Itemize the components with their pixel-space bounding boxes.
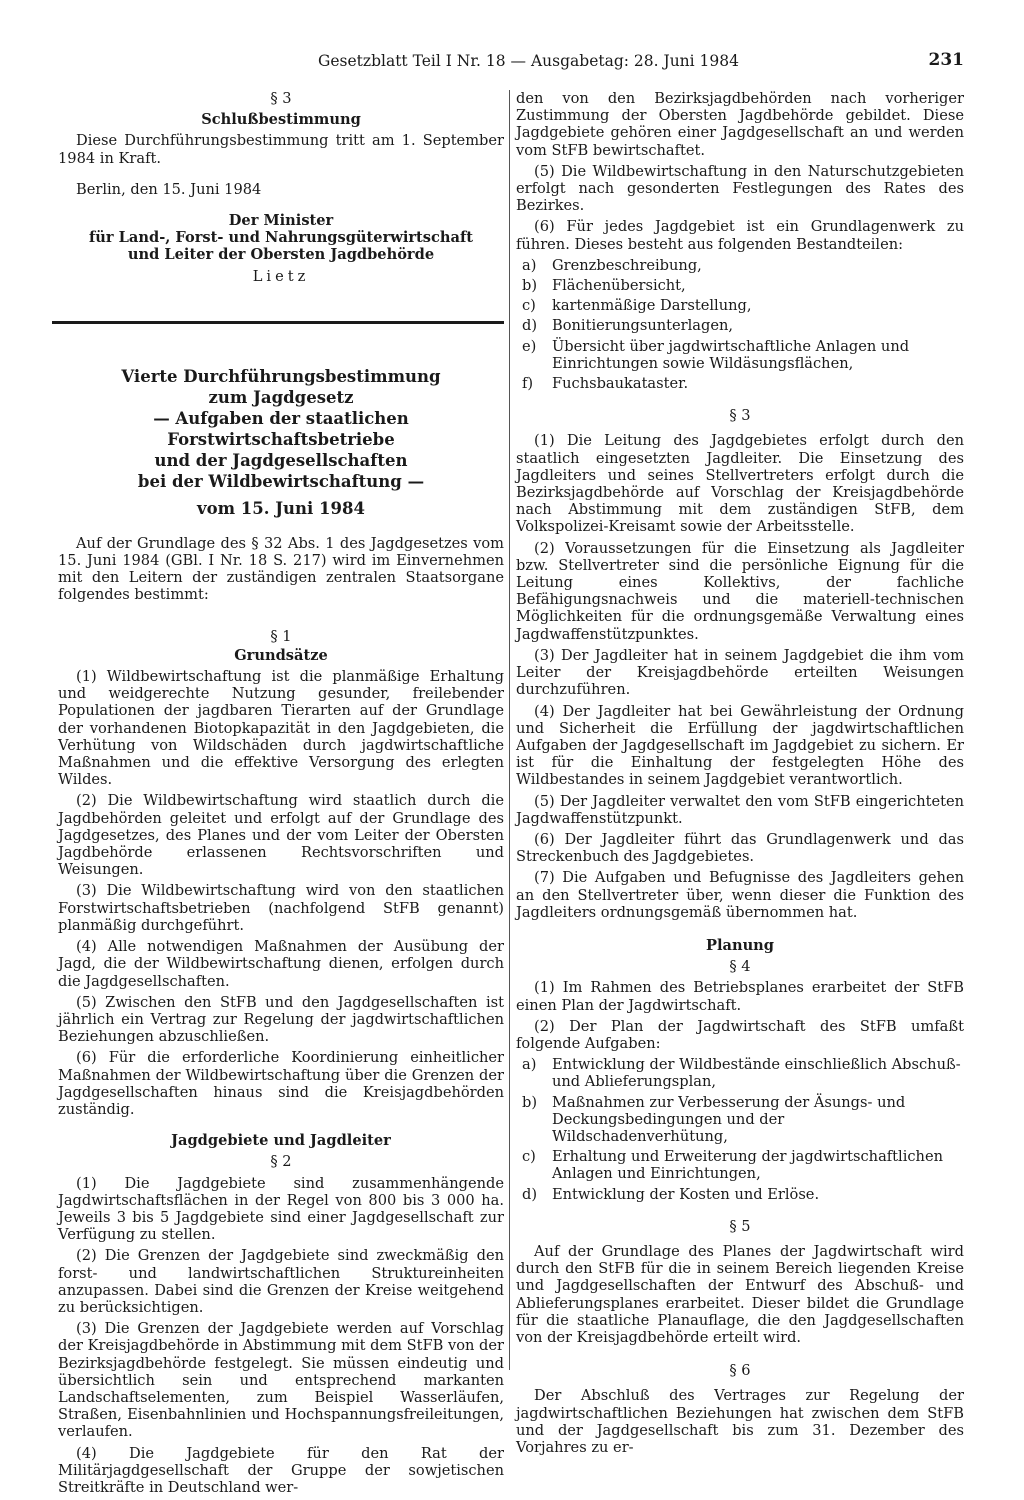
- document-title-2: zum Jagdgesetz: [208, 387, 354, 407]
- list-item: [516, 257, 964, 274]
- tasks-list: [516, 1056, 964, 1203]
- section-2-para-1: (1) Die Jagdgebiete sind zusammenhängende Jagdwirtschaftsflächen in der Regel von 800 bis 3 000 ha. Jeweils 3 bis 5 Jagdgebiete sind einer Jagdgesellschaft zur Verfügung zu stellen.: [58, 1174, 504, 1244]
- section-1-heading: Grundsätze: [234, 646, 328, 664]
- document-title-3: — Aufgaben der staatlichen Forstwirtschaftsbetriebe: [153, 408, 409, 449]
- section-3-number: § 3: [729, 407, 751, 425]
- section-4-para-1: (1) Im Rahmen des Betriebsplanes erarbeitet der StFB einen Plan der Jagdwirtschaft.: [516, 979, 964, 1014]
- list-item-marker: c): [522, 297, 536, 315]
- list-item: [516, 297, 964, 314]
- document-date: vom 15. Juni 1984: [197, 498, 365, 518]
- page-header: [318, 52, 968, 76]
- list-item-text: Entwicklung der Wildbestände einschließlich Abschuß- und Ablieferungsplan,: [552, 1056, 961, 1091]
- page-number: 231: [928, 50, 964, 70]
- list-item: [516, 1148, 964, 1182]
- list-item-text: Grenzbeschreibung,: [552, 256, 702, 274]
- section-2-para-4: (4) Die Jagdgebiete für den Rat der Militärjagdgesellschaft der Gruppe der sowjetischen Streitkräfte in Deutschland wer-: [58, 1444, 504, 1496]
- components-list: [516, 257, 964, 392]
- list-item-marker: b): [522, 277, 538, 295]
- list-item: [516, 277, 964, 294]
- document-title-1: Vierte Durchführungsbestimmung: [121, 366, 441, 386]
- section-2-heading: Jagdgebiete und Jagdleiter: [171, 1132, 391, 1150]
- list-item-marker: a): [522, 256, 537, 274]
- list-item-text: Maßnahmen zur Verbesserung der Äsungs- und Deckungsbedingungen und der Wildschadenverhütung,: [552, 1093, 906, 1145]
- list-item-text: Erhaltung und Erweiterung der jagdwirtschaftlichen Anlagen und Einrichtungen,: [552, 1148, 943, 1183]
- section-6-para-1: Der Abschluß des Vertrages zur Regelung der jagdwirtschaftlichen Beziehungen hat zwischen dem StFB und der Jagdgesellschaft bis zum 31. Dezember des Vorjahres zu er-: [516, 1387, 964, 1457]
- section-6-number: § 6: [729, 1362, 751, 1380]
- prev-section-text: Diese Durchführungsbestimmung tritt am 1. September 1984 in Kraft.: [58, 132, 504, 167]
- document-title-4: und der Jagdgesellschaften: [154, 450, 408, 470]
- list-item: [516, 317, 964, 334]
- list-item: [516, 1186, 964, 1203]
- continued-paragraph: den von den Bezirksjagdbehörden nach vorheriger Zustimmung der Obersten Jagdbehörde gebildet. Diese Jagdgebiete gehören einer Jagdgesellschaft an und werden vom StFB bewirtschaftet.: [516, 90, 964, 159]
- section-1-para-4: (4) Alle notwendigen Maßnahmen der Ausübung der Jagd, die der Wildbewirtschaftung dienen, erfolgen durch die Jagdgesellschaften.: [58, 938, 504, 990]
- section-5-para-1: Auf der Grundlage des Planes der Jagdwirtschaft wird durch den StFB für die in seinem Bereich liegenden Kreise und Jagdgesellschaften der Entwurf des Abschuß- und Ablieferungsplanes erarbeitet. Dieser bildet die Grundlage für die staatliche Planauflage, die den Jagdgesellschaften von der Kreisjagdbehörde erteilt wird.: [516, 1242, 964, 1346]
- intro-paragraph: Auf der Grundlage des § 32 Abs. 1 des Jagdgesetzes vom 15. Juni 1984 (GBl. I Nr. 18 S. 217) wird im Einvernehmen mit den Leitern der zuständigen zentralen Staatsorgane folgendes bestimmt:: [58, 534, 504, 604]
- list-item: [516, 1056, 964, 1090]
- section-1-para-5: (5) Zwischen den StFB und den Jagdgesellschaften ist jährlich ein Vertrag zur Regelung der jagdwirtschaftlichen Beziehungen abzuschließen.: [58, 993, 504, 1046]
- planung-heading: Planung: [705, 936, 774, 954]
- list-item-text: kartenmäßige Darstellung,: [552, 297, 752, 315]
- list-item-marker: f): [522, 375, 534, 393]
- list-item-text: Bonitierungsunterlagen,: [552, 317, 734, 335]
- list-item: [516, 375, 964, 392]
- section-1-para-3: (3) Die Wildbewirtschaftung wird von den staatlichen Forstwirtschaftsbetrieben (nachfolgend StFB genannt) planmäßig durchgeführt.: [58, 882, 504, 934]
- section-2-para-2: (2) Die Grenzen der Jagdgebiete sind zweckmäßig den forst- und landwirtschaftlichen Struktureinheiten anzupassen. Dabei sind die Grenzen der Kreise weitgehend zu berücksichtigen.: [58, 1247, 504, 1316]
- section-3-para-6: (6) Der Jagdleiter führt das Grundlagenwerk und das Streckenbuch des Jagdgebietes.: [516, 830, 964, 866]
- header-title: Gesetzblatt Teil I Nr. 18 — Ausgabetag: 28. Juni 1984: [318, 52, 739, 70]
- section-3-para-5: (5) Der Jagdleiter verwaltet den vom StFB eingerichteten Jagdwaffenstützpunkt.: [516, 792, 964, 827]
- left-column: [58, 90, 504, 1500]
- column-divider: [509, 90, 510, 1370]
- place-date: Berlin, den 15. Juni 1984: [76, 180, 262, 198]
- right-column: [516, 90, 964, 1460]
- signature-line-2: für Land-, Forst- und Nahrungsgüterwirtschaft: [89, 229, 473, 247]
- prev-section-heading: Schlußbestimmung: [201, 111, 361, 129]
- section-2-para-6: (6) Für jedes Jagdgebiet ist ein Grundlagenwerk zu führen. Dieses besteht aus folgenden Bestandteilen:: [516, 218, 964, 253]
- section-1-para-2: (2) Die Wildbewirtschaftung wird staatlich durch die Jagdbehörden geleitet und erfolgt auf der Grundlage des Jagdgesetzes, des Planes und der vom Leiter der Obersten Jagdbehörde erlassenen Rechtsvorschriften und Weisungen.: [58, 792, 504, 879]
- list-item: [516, 1094, 964, 1146]
- list-item-marker: e): [522, 337, 537, 355]
- signature-line-1: Der Minister: [228, 212, 334, 230]
- list-item-text: Flächenübersicht,: [552, 277, 686, 295]
- prev-section-number: § 3: [270, 90, 292, 107]
- section-4-number: § 4: [729, 958, 751, 976]
- list-item: [516, 338, 964, 372]
- section-4-para-2: (2) Der Plan der Jagdwirtschaft des StFB umfaßt folgende Aufgaben:: [516, 1017, 964, 1052]
- list-item-text: Entwicklung der Kosten und Erlöse.: [552, 1185, 820, 1203]
- section-3-para-4: (4) Der Jagdleiter hat bei Gewährleistung der Ordnung und Sicherheit die Erfüllung der jagdwirtschaftlichen Aufgaben der Jagdgesellschaft im Jagdgebiet zu sichern. Er ist für die Einhaltung der festgelegten Höhe des Wildbestandes in seinem Jagdgebiet verantwortlich.: [516, 702, 964, 789]
- list-item-marker: d): [522, 317, 538, 335]
- list-item-text: Fuchsbaukataster.: [552, 375, 689, 393]
- section-1-number: § 1: [270, 627, 292, 645]
- section-2-para-5: (5) Die Wildbewirtschaftung in den Naturschutzgebieten erfolgt nach gesonderten Festlegungen des Rates des Bezirkes.: [516, 162, 964, 215]
- section-2-para-3: (3) Die Grenzen der Jagdgebiete werden auf Vorschlag der Kreisjagdbehörde in Abstimmung mit dem StFB von der Bezirksjagdbehörde festgelegt. Sie müssen eindeutig und übersichtlich sein und entsprechend markanten Landschaftselementen, zum Beispiel Wasserläufen, Straßen, Eisenbahnlinien und Hochspannungsfreileitungen, verlaufen.: [58, 1320, 504, 1441]
- signer-name: Lietz: [252, 267, 310, 285]
- list-item-text: Übersicht über jagdwirtschaftliche Anlagen und Einrichtungen sowie Wildäsungsflächen,: [552, 337, 910, 372]
- list-item-marker: a): [522, 1056, 537, 1074]
- list-item-marker: c): [522, 1148, 536, 1166]
- section-3-para-7: (7) Die Aufgaben und Befugnisse des Jagdleiters gehen an den Stellvertreter über, wenn dieser die Funktion des Jagdleiters ordnungsgemäß übernommen hat.: [516, 869, 964, 921]
- section-1-para-1: (1) Wildbewirtschaftung ist die planmäßige Erhaltung und weidgerechte Nutzung gesunder, freilebender Populationen der jagdbaren Tierarten auf der Grundlage der vorhandenen Biotopkapazität in den Jagdgebieten, die Verhütung von Wildschäden durch jagdwirtschaftliche Maßnahmen und die effektive Versorgung des erlegten Wildes.: [58, 668, 504, 789]
- section-3-para-1: (1) Die Leitung des Jagdgebietes erfolgt durch den staatlich eingesetzten Jagdleiter. Die Einsetzung des Jagdleiters und seines Stellvertreters erfolgt durch die Bezirksjagdbehörde auf Vorschlag der Kreisjagdbehörde nach Abstimmung mit dem zuständigen StFB, dem Volkspolizei-Kreisamt sowie der Arbeitsstelle.: [516, 432, 964, 536]
- section-5-number: § 5: [729, 1217, 751, 1235]
- section-2-number: § 2: [270, 1153, 292, 1171]
- section-3-para-3: (3) Der Jagdleiter hat in seinem Jagdgebiet die ihm vom Leiter der Kreisjagdbehörde erteilten Weisungen durchzuführen.: [516, 646, 964, 699]
- signature-line-3: und Leiter der Obersten Jagdbehörde: [127, 246, 435, 264]
- section-1-para-6: (6) Für die erforderliche Koordinierung einheitlicher Maßnahmen der Wildbewirtschaftung über die Grenzen der Jagdgesellschaften hinaus sind die Kreisjagdbehörden zuständig.: [58, 1049, 504, 1118]
- document-title-5: bei der Wildbewirtschaftung —: [137, 471, 425, 491]
- list-item-marker: d): [522, 1185, 538, 1203]
- list-item-marker: b): [522, 1093, 538, 1111]
- section-3-para-2: (2) Voraussetzungen für die Einsetzung als Jagdleiter bzw. Stellvertreter sind die persönliche Eignung für die Leitung eines Kollektivs, der fachliche Befähigungsnachweis und die materiell-technischen Möglichkeiten für die ordnungsgemäße Verwaltung eines Jagdwaffenstützpunktes.: [516, 539, 964, 643]
